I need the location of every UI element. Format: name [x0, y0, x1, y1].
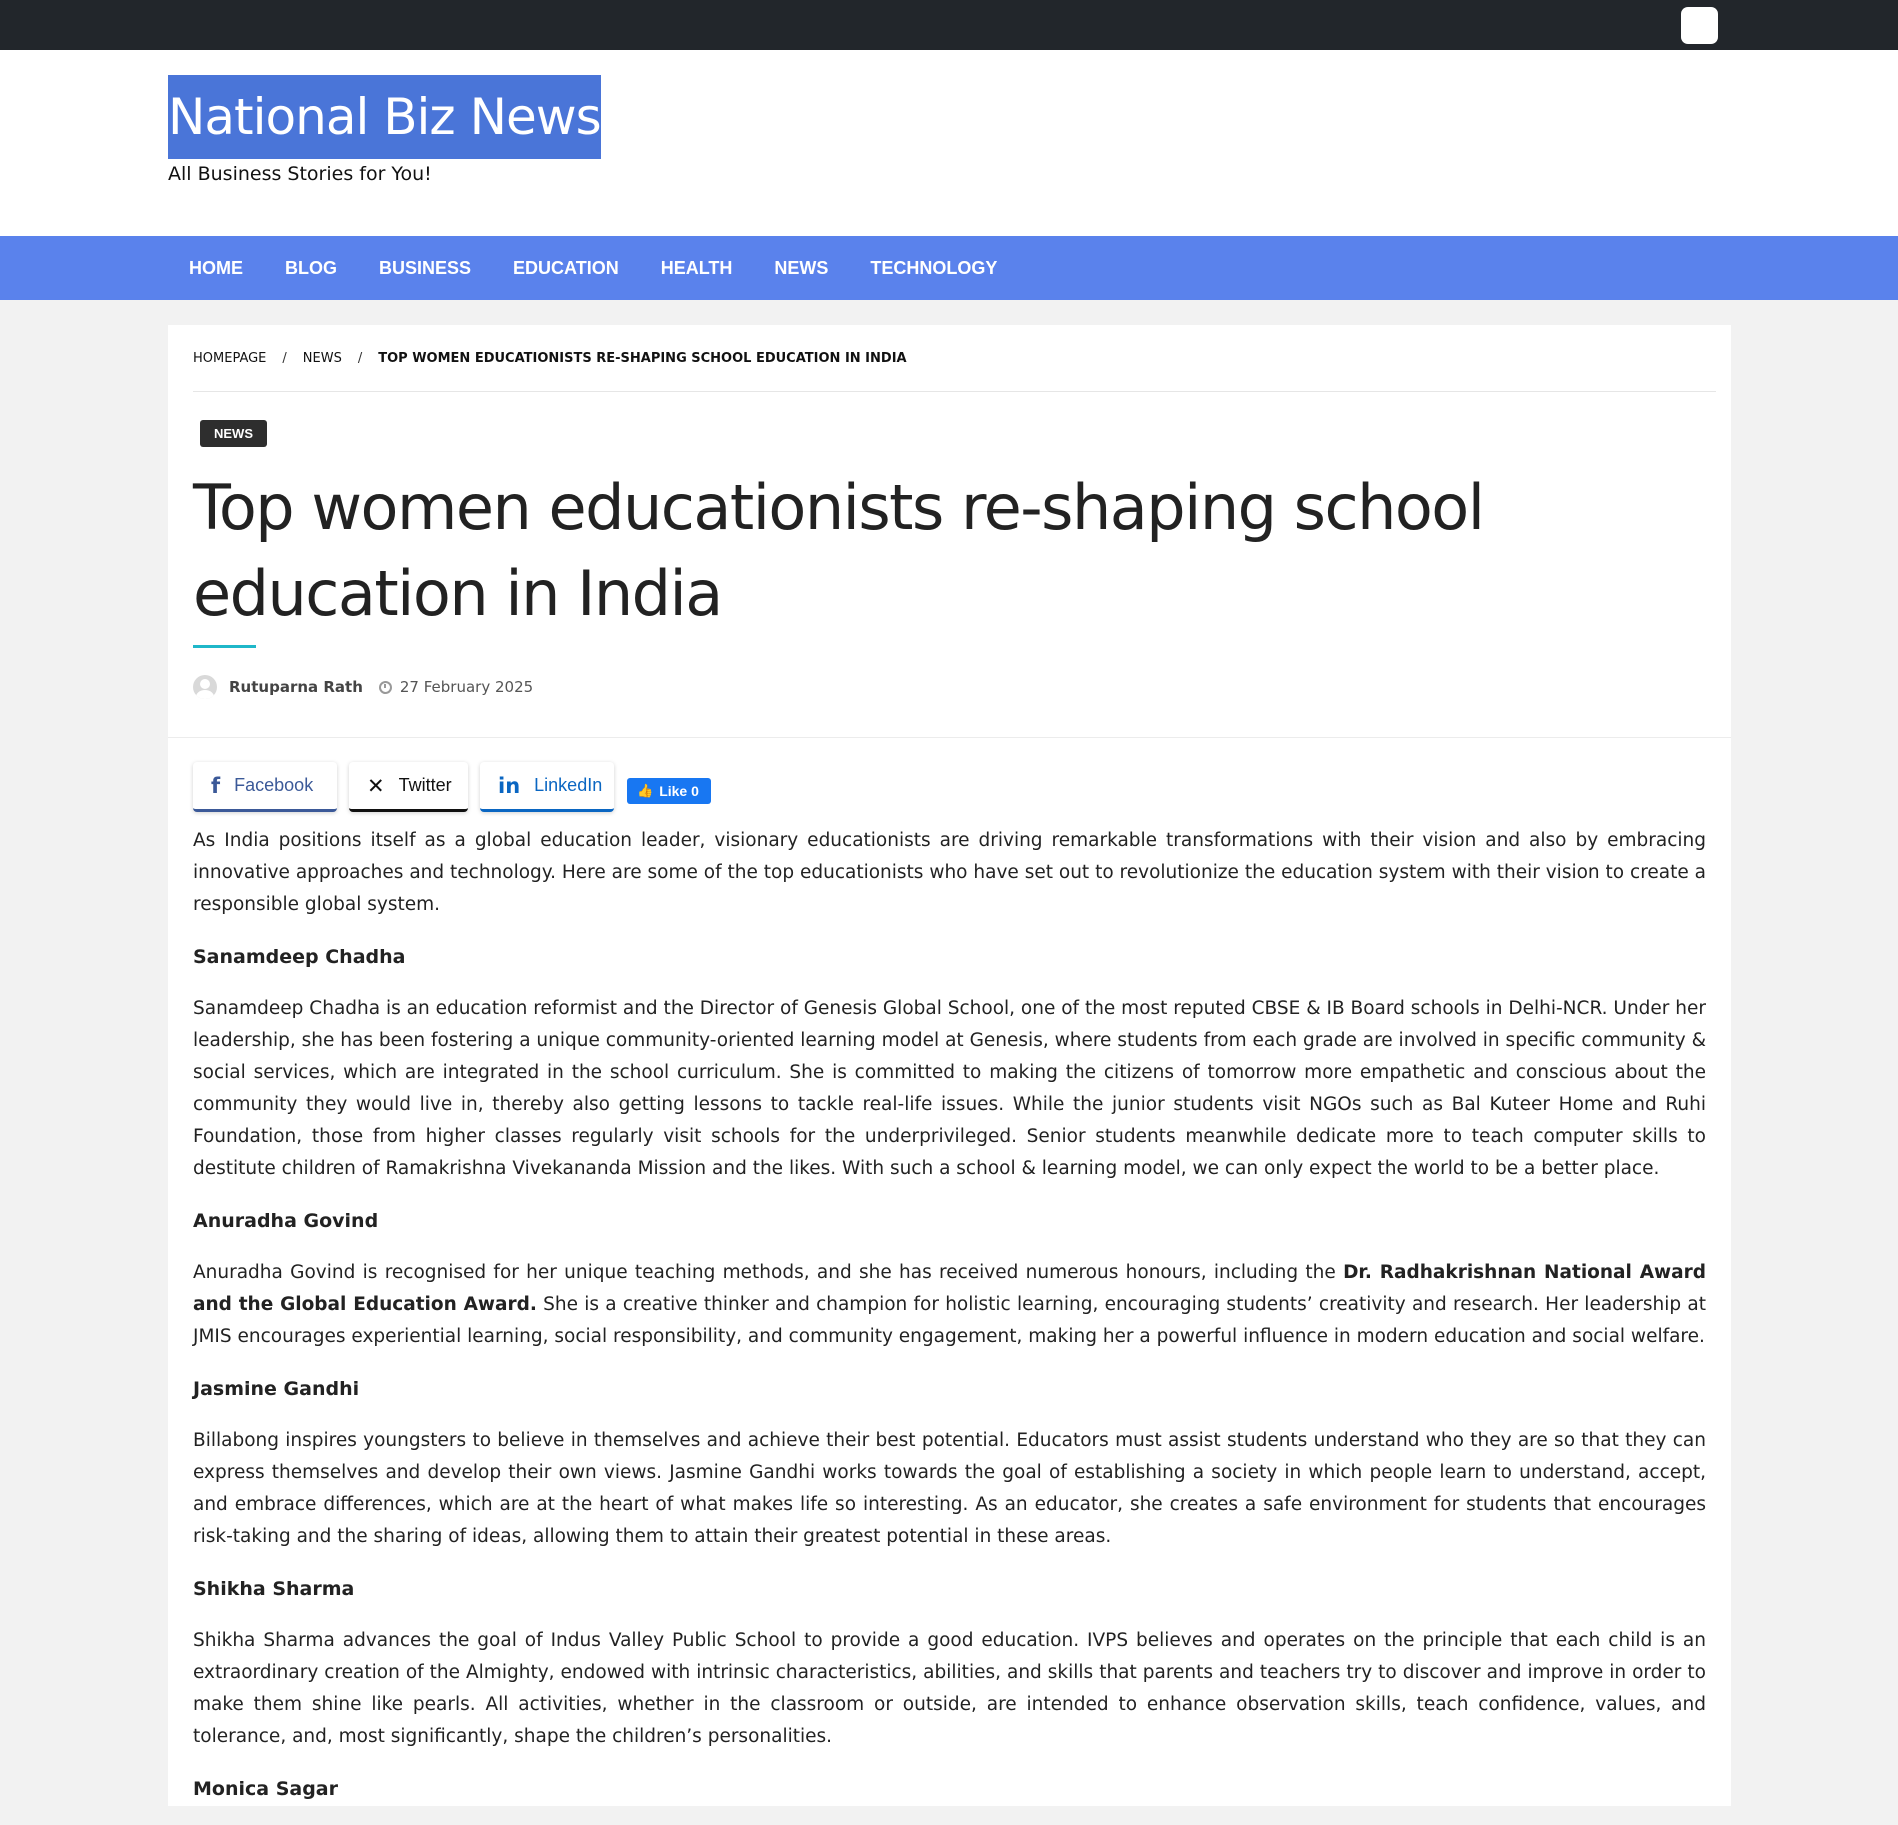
twitter-share-label: Twitter [398, 775, 452, 795]
site-title[interactable]: National Biz News [168, 75, 601, 159]
site-header [0, 50, 1898, 236]
avatar-icon [193, 675, 217, 699]
facebook-share-label: Facebook [234, 775, 314, 795]
nav-item-education[interactable]: EDUCATION [513, 257, 619, 278]
section-heading: Monica Sagar [193, 1778, 338, 1800]
breadcrumb-section[interactable]: NEWS [302, 351, 342, 366]
breadcrumb-current: TOP WOMEN EDUCATIONISTS RE-SHAPING SCHOOL EDUCATION IN INDIA [378, 351, 907, 366]
title-underline [193, 645, 256, 648]
theme-toggle-icon[interactable] [1681, 7, 1718, 44]
linkedin-icon: in [498, 773, 521, 798]
clock-icon [379, 681, 392, 694]
section-paragraph [193, 1257, 1706, 1353]
author-name[interactable]: Rutuparna Rath [229, 678, 363, 696]
linkedin-share-button[interactable] [480, 762, 614, 812]
breadcrumb [193, 351, 907, 366]
nav-item-news[interactable]: NEWS [774, 257, 829, 278]
article-card [168, 325, 1731, 1806]
nav-item-health[interactable]: HEALTH [660, 257, 733, 278]
paragraph-text: She is a creative thinker and champion for holistic learning, encouraging students’ creativity and research. Her leadership at JMIS encourages experiential learning, social responsibility, and community engagement, making her a powerful influence in modern education and social welfare. [193, 1294, 1706, 1347]
site-tagline: All Business Stories for You! [168, 163, 432, 185]
section-heading: Jasmine Gandhi [193, 1378, 360, 1400]
category-badge[interactable]: NEWS [200, 420, 267, 447]
breadcrumb-home[interactable]: HOMEPAGE [193, 351, 267, 366]
facebook-share-button[interactable] [193, 762, 337, 812]
article-title: Top women educationists re-shaping school education in India [193, 471, 1484, 630]
article-meta [193, 675, 533, 699]
x-twitter-icon: ✕ [367, 773, 385, 798]
facebook-like-button[interactable] [627, 778, 711, 804]
breadcrumb-separator: / [282, 351, 287, 366]
like-label: Like 0 [659, 783, 699, 799]
top-bar [0, 0, 1898, 50]
nav-item-business[interactable]: BUSINESS [379, 257, 472, 278]
share-buttons [193, 762, 711, 812]
nav-item-home[interactable]: HOME [189, 257, 243, 278]
thumbs-up-icon: 👍 [637, 783, 654, 798]
section-heading: Shikha Sharma [193, 1578, 355, 1600]
section-paragraph: Sanamdeep Chadha is an education reformist and the Director of Genesis Global School, one of the most reputed CBSE & IB Board schools in Delhi-NCR. Under her leadership, she has been fostering a unique community-oriented learning model at Genesis, where students from each grade are involved in specific community & social services, which are integrated in the school curriculum. She is committed to making the citizens of tomorrow more empathetic and conscious about the community they would live in, thereby also getting lessons to tackle real-life issues. While the junior students visit NGOs such as Bal Kuteer Home and Ruhi Foundation, those from higher classes regularly visit schools for the underprivileged. Senior students meanwhile dedicate more to teach computer skills to destitute children of Ramakrishna Vivekananda Mission and the likes. With such a school & learning model, we can only expect the world to be a better place. [193, 998, 1706, 1179]
article-body [193, 825, 1706, 1825]
section-paragraph: Shikha Sharma advances the goal of Indus Valley Public School to provide a good education. IVPS believes and operates on the principle that each child is an extraordinary creation of the Almighty, endowed with intrinsic characteristics, abilities, and skills that parents and teachers try to discover and improve in order to make them shine like pearls. All activities, whether in the classroom or outside, are intended to enhance observation skills, teach confidence, values, and tolerance, and, most significantly, shape the children’s personalities. [193, 1630, 1706, 1747]
section-heading: Sanamdeep Chadha [193, 946, 406, 968]
nav-item-blog[interactable]: BLOG [285, 257, 337, 278]
main-navigation [0, 236, 1898, 300]
publish-date: 27 February 2025 [399, 678, 534, 696]
facebook-icon: f [211, 773, 221, 798]
linkedin-share-label: LinkedIn [534, 775, 603, 795]
divider [168, 737, 1731, 738]
nav-item-technology[interactable]: TECHNOLOGY [870, 257, 998, 278]
paragraph-text: Anuradha Govind is recognised for her unique teaching methods, and she has received numerous honours, including the [193, 1262, 1344, 1283]
intro-paragraph: As India positions itself as a global education leader, visionary educationists are driving remarkable transformations with their vision and also by embracing innovative approaches and technology. Here are some of the top educationists who have set out to revolutionize the education system with their vision to create a responsible global system. [193, 830, 1706, 915]
divider [193, 391, 1716, 392]
breadcrumb-separator: / [357, 351, 363, 366]
award-highlight: Dr. Radhakrishnan National Award and the Global Education Award. [193, 1262, 1706, 1315]
twitter-share-button[interactable] [349, 762, 468, 812]
section-paragraph: Billabong inspires youngsters to believe in themselves and achieve their best potential. Educators must assist students understand who they are so that they can express themselves and develop their own views. Jasmine Gandhi works towards the goal of establishing a society in which people learn to understand, accept, and embrace differences, which are at the heart of what makes life so interesting. As an educator, she creates a safe environment for students that encourages risk-taking and the sharing of ideas, allowing them to attain their greatest potential in these areas. [193, 1430, 1706, 1547]
section-heading: Anuradha Govind [193, 1210, 379, 1232]
